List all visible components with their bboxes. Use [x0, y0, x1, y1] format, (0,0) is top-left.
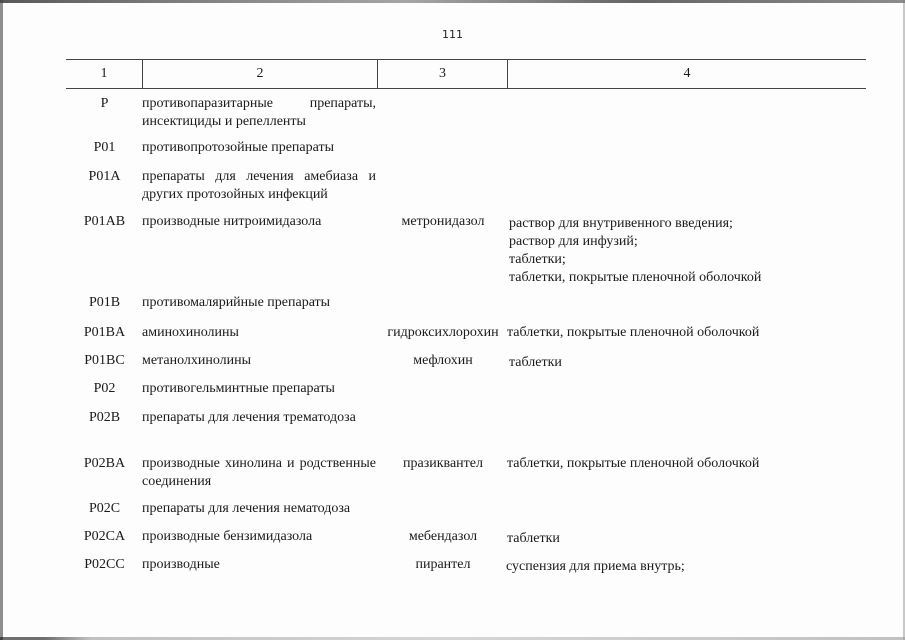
dosage-form: таблетки	[509, 355, 562, 370]
header-col-4: 4	[683, 66, 691, 81]
drug-name: празиквантел	[403, 456, 483, 471]
atc-code: P02CA	[83, 529, 126, 544]
page-number: 111	[442, 28, 463, 41]
dosage-form: таблетки;	[509, 252, 566, 267]
dosage-form: суспензия для приема внутрь;	[506, 559, 685, 574]
atc-code: P01AB	[83, 214, 126, 229]
group-name: производные хинолина и родственные соединения	[142, 456, 376, 489]
dosage-form: таблетки, покрытые пленочной оболочкой	[509, 270, 762, 285]
atc-code: P01A	[88, 169, 121, 184]
group-name: препараты для лечения амебиаза и других протозойных инфекций	[142, 169, 376, 202]
atc-code: P02	[93, 381, 116, 396]
dosage-form: раствор для инфузий;	[509, 234, 638, 249]
drug-name: метронидазол	[401, 214, 485, 229]
dosage-form: таблетки	[507, 531, 560, 546]
atc-code: P01	[93, 140, 116, 155]
group-name: производные бензимидазола	[142, 529, 313, 544]
group-name: производные нитроимидазола	[142, 214, 322, 229]
drug-name: гидроксихлорохин	[387, 325, 499, 340]
group-name: противогельминтные препараты	[142, 381, 335, 396]
atc-code: P02B	[88, 410, 121, 425]
dosage-forms	[507, 530, 867, 548]
table-header-row	[66, 59, 866, 89]
dosage-forms	[506, 558, 866, 576]
group-name: производные	[142, 557, 220, 572]
header-col-1: 1	[66, 60, 143, 88]
dosage-form: таблетки, покрытые пленочной оболочкой	[507, 456, 760, 471]
dosage-form: раствор для внутривенного введения;	[509, 216, 733, 231]
atc-code: P02C	[88, 501, 121, 516]
group-name: препараты для лечения трематодоза	[142, 410, 356, 425]
group-name: противопротозойные препараты	[142, 140, 335, 155]
atc-code: P02CC	[84, 557, 125, 572]
dosage-forms	[507, 324, 867, 342]
header-col-2: 2	[143, 60, 378, 88]
atc-code: P	[100, 96, 109, 111]
group-name: противопаразитарные препараты, инсектициды и репелленты	[142, 96, 376, 129]
group-name: аминохинолины	[142, 325, 239, 340]
group-name: противомалярийные препараты	[142, 295, 331, 310]
dosage-form: таблетки, покрытые пленочной оболочкой	[507, 325, 760, 340]
atc-code: P01BA	[83, 325, 126, 340]
header-col-3: 3	[378, 60, 508, 88]
dosage-forms	[509, 215, 869, 287]
group-name: препараты для лечения нематодоза	[142, 501, 351, 516]
scan-edge-top	[0, 0, 905, 3]
atc-code: P02BA	[83, 456, 126, 471]
drug-name: пирантел	[415, 557, 471, 572]
drug-name: мебендазол	[408, 529, 478, 544]
atc-code: P01BC	[84, 353, 125, 368]
scan-edge-left	[0, 0, 3, 640]
atc-code: P01B	[88, 295, 121, 310]
group-name: метанолхинолины	[142, 353, 252, 368]
dosage-forms	[509, 354, 869, 372]
dosage-forms	[507, 455, 867, 473]
drug-name: мефлохин	[413, 353, 473, 368]
